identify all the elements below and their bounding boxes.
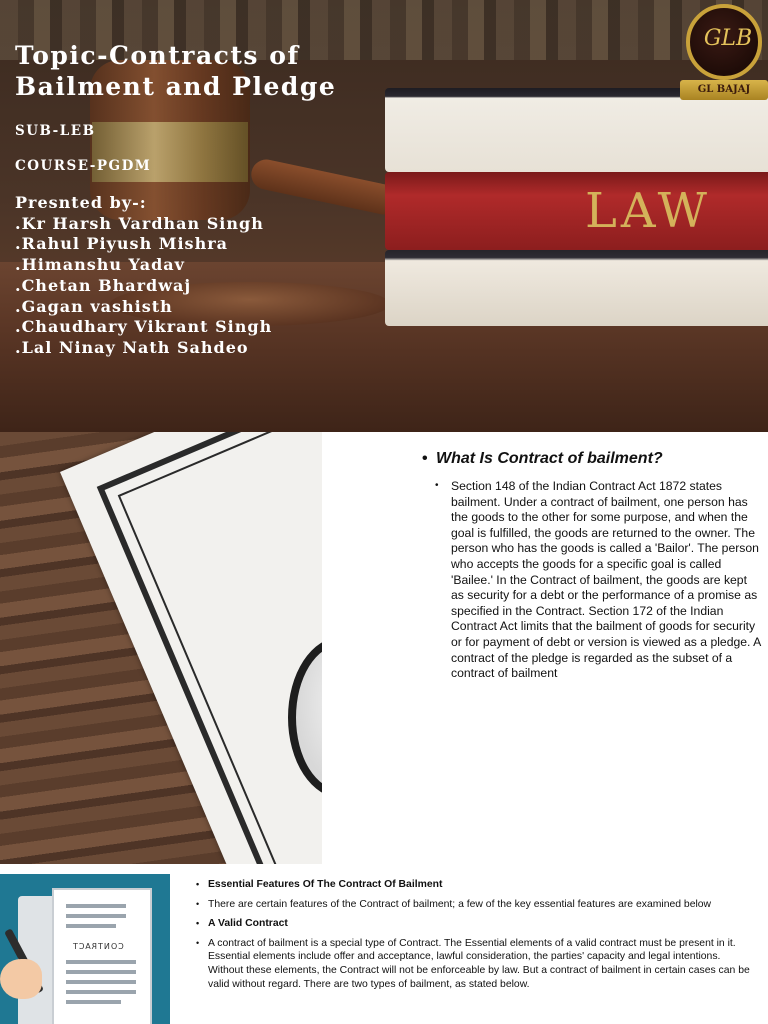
hand-icon	[0, 959, 42, 999]
presenter-name: .Gagan vashisth	[15, 296, 173, 316]
text-line	[66, 1000, 121, 1004]
presenters-block	[15, 193, 272, 359]
bullet-icon: •	[435, 480, 439, 491]
text-line	[66, 980, 136, 984]
document-icon	[52, 888, 152, 1024]
definition-slide	[0, 432, 768, 864]
presenter-name: .Kr Harsh Vardhan Singh	[15, 213, 264, 233]
item-text: A Valid Contract	[208, 918, 288, 930]
bullet-icon: •	[196, 898, 200, 909]
book-spine-text: LAW	[585, 183, 711, 239]
body-text: Section 148 of the Indian Contract Act 1872 states bailment. Under a contract of bailment, one person has the goods to the other for some purpose, and when the goal is fulfilled, the goods are returned to the owner. The person who has the goods is called a 'Bailor'. The person who accepts the goods for a specific goal is called 'Bailee.' In the Contract of bailment, the goods are kept as security for a debt or the performance of a promise as specified in the Contract. Section 172 of the Indian Contract Act limits that the bailment of goods for security or for payment of debt or version is viewed as a pledge. A contract of the pledge is regarded as the subset of a contract of bailment	[451, 479, 761, 681]
document-label: CONTRACT	[72, 942, 124, 951]
subject-label: SUB-LEB	[15, 123, 96, 139]
presenter-name: .Chaudhary Vikrant Singh	[15, 317, 273, 337]
bullet-icon: •	[196, 937, 200, 948]
logo-banner: GL BAJAJ	[680, 80, 768, 100]
bullet-icon: •	[196, 879, 200, 889]
title-slide	[0, 0, 768, 432]
text-line	[66, 904, 126, 908]
logo-monogram: GLB	[703, 26, 753, 51]
book-bottom	[385, 250, 768, 326]
item-text: A contract of bailment is a special type of Contract. The Essential elements of a valid contract must be present in it. Essential elements include offer and acceptance, lawful consideration, the parties' capacity and legal intentions. Without these elements, the Contract will not be enforceable by law. But a contract of bailment in certain cases can be valid without regard. There are two types of bailment, as stated below.	[208, 937, 750, 990]
features-slide	[0, 864, 768, 1024]
text-line	[66, 990, 136, 994]
presenter-name: .Chetan Bhardwaj	[15, 275, 192, 295]
valid-contract-heading	[196, 917, 756, 931]
features-heading	[196, 878, 756, 892]
item-text: Essential Features Of The Contract Of Bailment	[208, 879, 443, 890]
text-line	[66, 914, 126, 918]
features-intro	[196, 898, 756, 912]
valid-contract-body	[196, 937, 756, 991]
gl-bajaj-logo	[680, 0, 768, 105]
contract-illustration	[0, 864, 192, 1024]
features-content	[196, 878, 756, 997]
presenter-name: .Himanshu Yadav	[15, 255, 185, 275]
item-text: There are certain features of the Contract of bailment; a few of the key essential features are examined below	[208, 898, 712, 910]
bullet-icon: •	[196, 918, 200, 929]
definition-body	[435, 479, 761, 682]
definition-heading	[422, 450, 756, 468]
presented-by-label: Presnted by-:	[15, 193, 147, 212]
bullet-icon: •	[422, 450, 428, 467]
slide-title: Topic-Contracts of Bailment and Pledge	[15, 41, 337, 101]
heading-text: What Is Contract of bailment?	[436, 450, 663, 467]
presenter-name: .Rahul Piyush Mishra	[15, 234, 228, 254]
presenter-name: .Lal Ninay Nath Sahdeo	[15, 337, 249, 357]
text-line	[66, 924, 116, 928]
text-line	[66, 960, 136, 964]
logo-badge	[686, 4, 762, 80]
text-line	[66, 970, 136, 974]
course-label: COURSE-PGDM	[15, 158, 152, 174]
